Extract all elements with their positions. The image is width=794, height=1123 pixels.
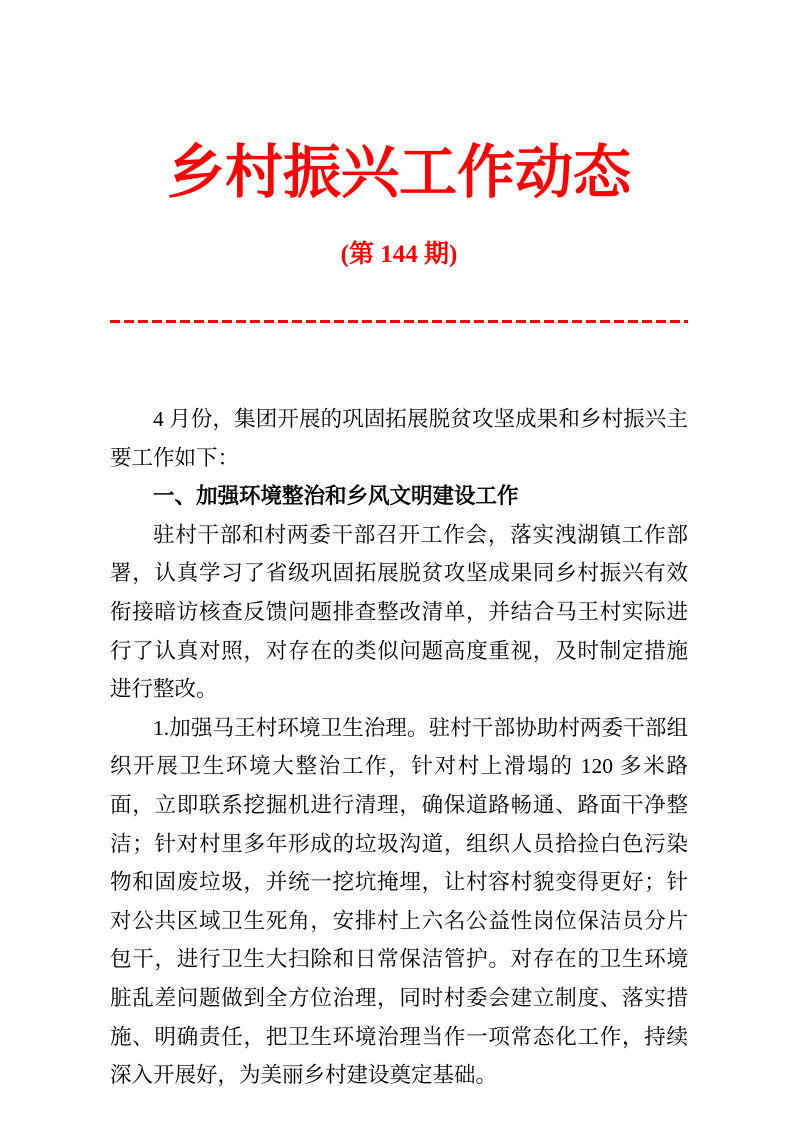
issue-number: (第 144 期) xyxy=(340,241,458,268)
intro-paragraph: 4 月份，集团开展的巩固拓展脱贫攻坚成果和乡村振兴主要工作如下： xyxy=(110,407,688,470)
body-paragraph: 驻村干部和村两委干部召开工作会，落实洩湖镇工作部署，认真学习了省级巩固拓展脱贫攻坚成果同乡村振兴有效衔接暗访核查反馈问题排查整改清单，并结合马王村实际进行了认真对照，对存在的类似问题高度重视，及时制定措施进行整改。 xyxy=(110,522,688,702)
newsletter-title: 乡村振兴工作动态 xyxy=(166,140,631,205)
red-dashed-divider xyxy=(110,320,688,323)
section-1-heading: 一、加强环境整治和乡风文明建设工作 xyxy=(153,484,519,509)
body-paragraph: 1.加强马王村环境卫生治理。驻村干部协助村两委干部组织开展卫生环境大整治工作，针对村上滑塌的 120 多米路面，立即联系挖掘机进行清理，确保道路畅通、路面干净整洁；针对村里多年形成的垃圾沟道，组织人员拾捡白色污染物和固废垃圾，并统一挖坑掩埋，让村容村貌变得更好；针对公共区域卫生死角，安排村上六名公益性岗位保洁员分片包干，进行卫生大扫除和日常保洁管护。对存在的卫生环境脏乱差问题做到全方位治理，同时村委会建立制度、落实措施、明确责任，把卫生环境治理当作一项常态化工作，持续深入开展好，为美丽乡村建设奠定基础。 xyxy=(110,715,688,1088)
document-body xyxy=(110,400,688,1095)
